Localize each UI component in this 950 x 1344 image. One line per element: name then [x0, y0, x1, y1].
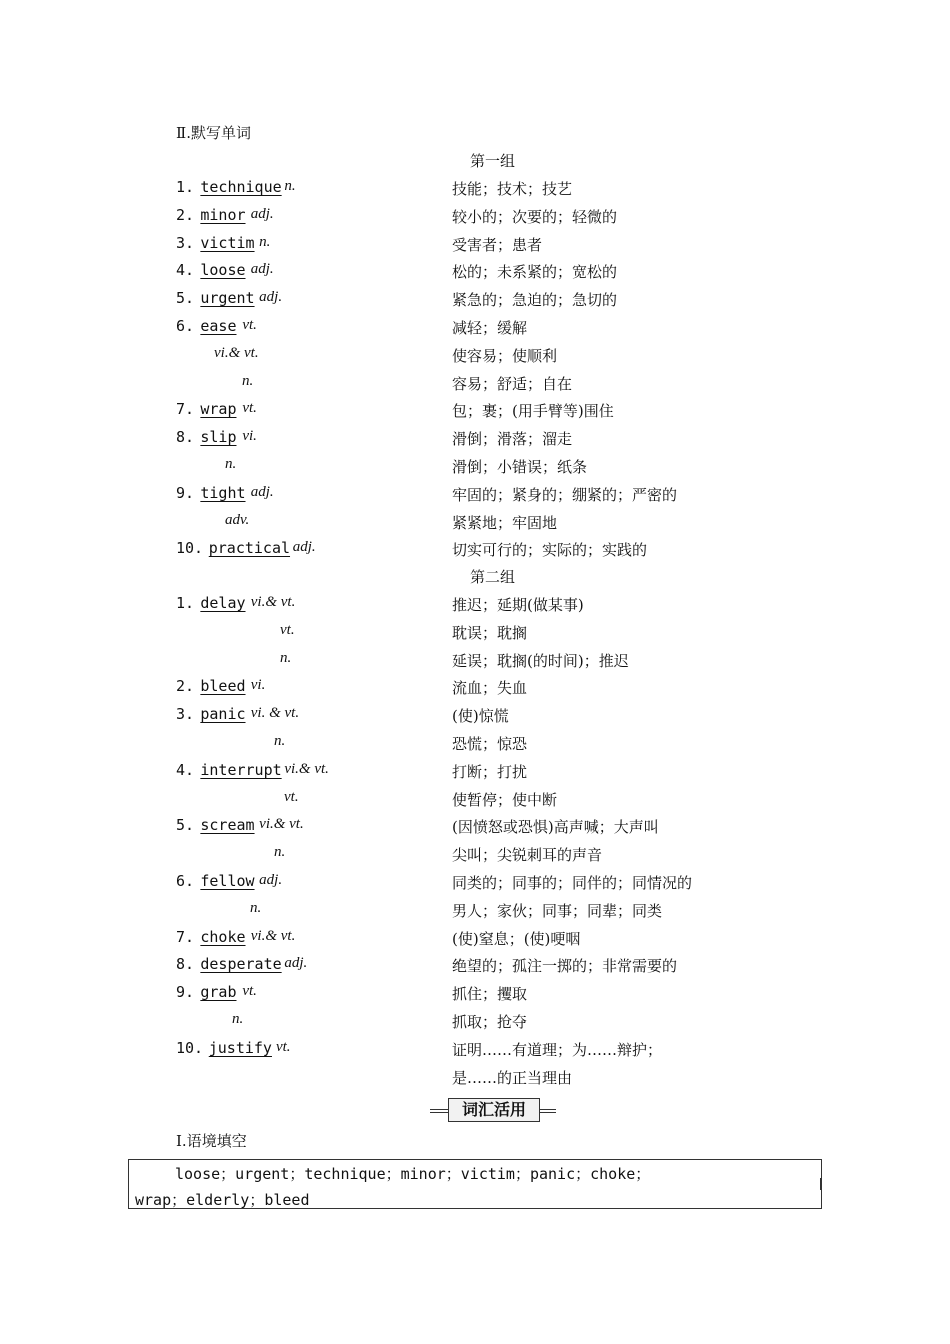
item-number: 6.: [176, 317, 195, 335]
group-1-title: 第一组: [470, 152, 516, 170]
chinese-meaning: (因愤怒或恐惧)高声喊；大声叫: [452, 818, 659, 837]
chinese-meaning: 减轻；缓解: [452, 319, 528, 337]
item-number: 3.: [176, 705, 195, 724]
item-number: 6.: [176, 872, 195, 890]
word-bank-line-2: wrap；elderly；bleed: [135, 1191, 310, 1209]
part-of-speech: adj.: [259, 872, 283, 888]
section-title-dictation: Ⅱ.默写单词: [176, 124, 251, 142]
vocab-row: [0, 1067, 950, 1091]
chinese-meaning: 受害者；患者: [452, 235, 543, 254]
chinese-meaning: 切实可行的；实际的；实践的: [452, 541, 648, 560]
chinese-meaning: 紧急的；急迫的；急切的: [452, 291, 618, 310]
banner-left-rule: [430, 1109, 448, 1113]
item-number: 8.: [176, 955, 195, 974]
chinese-meaning: 滑倒；小错误；纸条: [452, 458, 588, 476]
chinese-meaning: 是……的正当理由: [452, 1068, 573, 1087]
item-number: 9.: [176, 983, 195, 1002]
part-of-speech: vi.: [242, 428, 257, 445]
banner-label: 词汇活用: [448, 1098, 540, 1122]
vocab-word: bleed: [200, 677, 246, 696]
chinese-meaning: 使暂停；使中断: [452, 790, 558, 809]
item-number: 10.: [176, 1038, 204, 1057]
chinese-meaning: 打断；打扰: [452, 762, 528, 781]
part-of-speech: n.: [280, 649, 292, 666]
part-of-speech: adv.: [225, 511, 250, 528]
vocab-row: [0, 178, 950, 202]
part-of-speech: n.: [250, 899, 262, 916]
chinese-meaning: 抓取；抢夺: [452, 1013, 528, 1031]
vocab-row: [0, 317, 950, 341]
item-number: 8.: [176, 428, 195, 447]
vocabulary-usage-banner: [430, 1098, 556, 1122]
vocab-row: [0, 456, 950, 480]
vocab-row: [0, 733, 950, 757]
chinese-meaning: 推迟；延期(做某事): [452, 596, 584, 614]
vocab-row: [0, 789, 950, 813]
part-of-speech: adj.: [284, 955, 308, 972]
chinese-meaning: 滑倒；滑落；溜走: [452, 430, 573, 449]
part-of-speech: n.: [232, 1011, 244, 1027]
vocab-word: tight: [200, 483, 246, 502]
vocab-word: victim: [200, 233, 255, 252]
chinese-meaning: 紧紧地；牢固地: [452, 513, 558, 532]
item-number: 5.: [176, 816, 195, 835]
part-of-speech: vi.& vt.: [214, 344, 259, 361]
item-number: 3.: [176, 233, 195, 252]
part-of-speech: vi.& vt.: [250, 594, 296, 610]
vocab-row: [0, 872, 950, 896]
chinese-meaning: 流血；失血: [452, 679, 528, 698]
chinese-meaning: (使)惊慌: [452, 707, 509, 726]
item-number: 10.: [176, 539, 204, 558]
chinese-meaning: (使)窒息；(使)哽咽: [452, 929, 581, 948]
chinese-meaning: 抓住；攫取: [452, 985, 528, 1004]
vocab-row: [0, 1039, 950, 1063]
vocab-word: practical: [208, 539, 291, 558]
part-of-speech: adj.: [250, 205, 274, 222]
vocab-row: [0, 983, 950, 1007]
chinese-meaning: 延误；耽搁(的时间)；推迟: [452, 651, 629, 670]
chinese-meaning: 同类的；同事的；同伴的；同情况的: [452, 874, 693, 892]
part-of-speech: n.: [284, 178, 296, 194]
vocab-row: [0, 955, 950, 979]
part-of-speech: adj.: [259, 289, 283, 306]
chinese-meaning: 证明……有道理；为……辩护；: [452, 1040, 663, 1059]
part-of-speech: vt.: [242, 983, 257, 1000]
word-bank-box: [128, 1159, 822, 1209]
item-number: 4.: [176, 261, 195, 280]
chinese-meaning: 绝望的；孤注一掷的；非常需要的: [452, 957, 678, 976]
chinese-meaning: 技能；技术；技艺: [452, 180, 573, 198]
item-number: 5.: [176, 289, 195, 308]
chinese-meaning: 牢固的；紧身的；绷紧的；严密的: [452, 485, 678, 504]
chinese-meaning: 尖叫；尖锐刺耳的声音: [452, 846, 603, 865]
box-edge-mark: [820, 1178, 821, 1190]
vocab-word: delay: [200, 594, 246, 612]
vocab-word: desperate: [200, 955, 282, 974]
chinese-meaning: 容易；舒适；自在: [452, 374, 573, 393]
item-number: 1.: [176, 178, 195, 196]
item-number: 2.: [176, 677, 195, 696]
vocab-row: [0, 622, 950, 646]
vocab-row: [0, 428, 950, 452]
vocab-row: [0, 705, 950, 729]
part-of-speech: n.: [259, 233, 271, 250]
vocab-row: [0, 373, 950, 397]
part-of-speech: adj.: [250, 483, 274, 500]
chinese-meaning: 男人；家伙；同事；同辈；同类: [452, 901, 663, 920]
part-of-speech: n.: [274, 733, 286, 749]
section-title-fill-in: Ⅰ.语境填空: [176, 1132, 247, 1150]
vocab-word: loose: [200, 261, 246, 280]
chinese-meaning: 包；裹；(用手臂等)围住: [452, 402, 614, 421]
part-of-speech: n.: [242, 372, 254, 389]
vocab-word: ease: [200, 317, 237, 335]
vocab-row: [0, 900, 950, 924]
chinese-meaning: 耽误；耽搁: [452, 623, 528, 642]
part-of-speech: vi.& vt.: [250, 927, 296, 944]
vocab-row: [0, 261, 950, 285]
vocab-row: [0, 484, 950, 508]
part-of-speech: vt.: [275, 1038, 291, 1055]
vocab-row: [0, 289, 950, 313]
word-bank-line-1: loose；urgent；technique；minor；victim；panic；choke；: [175, 1165, 651, 1183]
banner-right-rule: [540, 1109, 556, 1113]
part-of-speech: n.: [225, 456, 237, 472]
vocab-word: panic: [200, 705, 246, 724]
part-of-speech: adj.: [292, 539, 316, 556]
part-of-speech: n.: [274, 844, 286, 861]
chinese-meaning: 松的；未系紧的；宽松的: [452, 263, 618, 282]
item-number: 4.: [176, 760, 195, 779]
part-of-speech: vt.: [242, 317, 257, 333]
part-of-speech: vi.: [250, 677, 266, 694]
vocab-word: fellow: [200, 872, 255, 890]
vocab-row: [0, 400, 950, 424]
vocab-word: scream: [200, 816, 255, 835]
vocab-row: [0, 844, 950, 868]
part-of-speech: vi.& vt.: [284, 760, 329, 777]
vocab-row: [0, 677, 950, 701]
vocab-word: justify: [208, 1038, 272, 1057]
item-number: 1.: [176, 594, 195, 612]
item-number: 9.: [176, 483, 195, 502]
vocab-row: [0, 650, 950, 674]
vocab-row: [0, 594, 950, 618]
chinese-meaning: 较小的；次要的；轻微的: [452, 207, 618, 226]
chinese-meaning: 使容易；使顺利: [452, 346, 558, 365]
group-2-title: 第二组: [470, 568, 516, 586]
vocab-row: [0, 234, 950, 258]
part-of-speech: vt.: [284, 788, 299, 805]
part-of-speech: vi. & vt.: [250, 705, 300, 722]
vocab-word: technique: [200, 178, 282, 196]
item-number: 2.: [176, 205, 195, 224]
vocab-word: slip: [200, 428, 237, 447]
part-of-speech: vt.: [280, 621, 295, 638]
vocab-row: [0, 512, 950, 536]
vocab-row: [0, 206, 950, 230]
vocab-row: [0, 1011, 950, 1035]
vocab-row: [0, 928, 950, 952]
vocab-word: urgent: [200, 289, 255, 308]
vocab-row: [0, 345, 950, 369]
chinese-meaning: 恐慌；惊恐: [452, 735, 528, 753]
vocab-row: [0, 816, 950, 840]
vocab-row: [0, 539, 950, 563]
part-of-speech: vt.: [242, 400, 257, 417]
vocab-word: grab: [200, 983, 237, 1002]
vocab-row: [0, 761, 950, 785]
vocab-word: interrupt: [200, 760, 282, 779]
vocab-word: choke: [200, 927, 246, 946]
vocab-word: minor: [200, 205, 246, 224]
part-of-speech: vi.& vt.: [259, 816, 304, 833]
item-number: 7.: [176, 927, 195, 946]
part-of-speech: adj.: [250, 261, 274, 278]
item-number: 7.: [176, 400, 195, 419]
vocab-word: wrap: [200, 400, 237, 419]
